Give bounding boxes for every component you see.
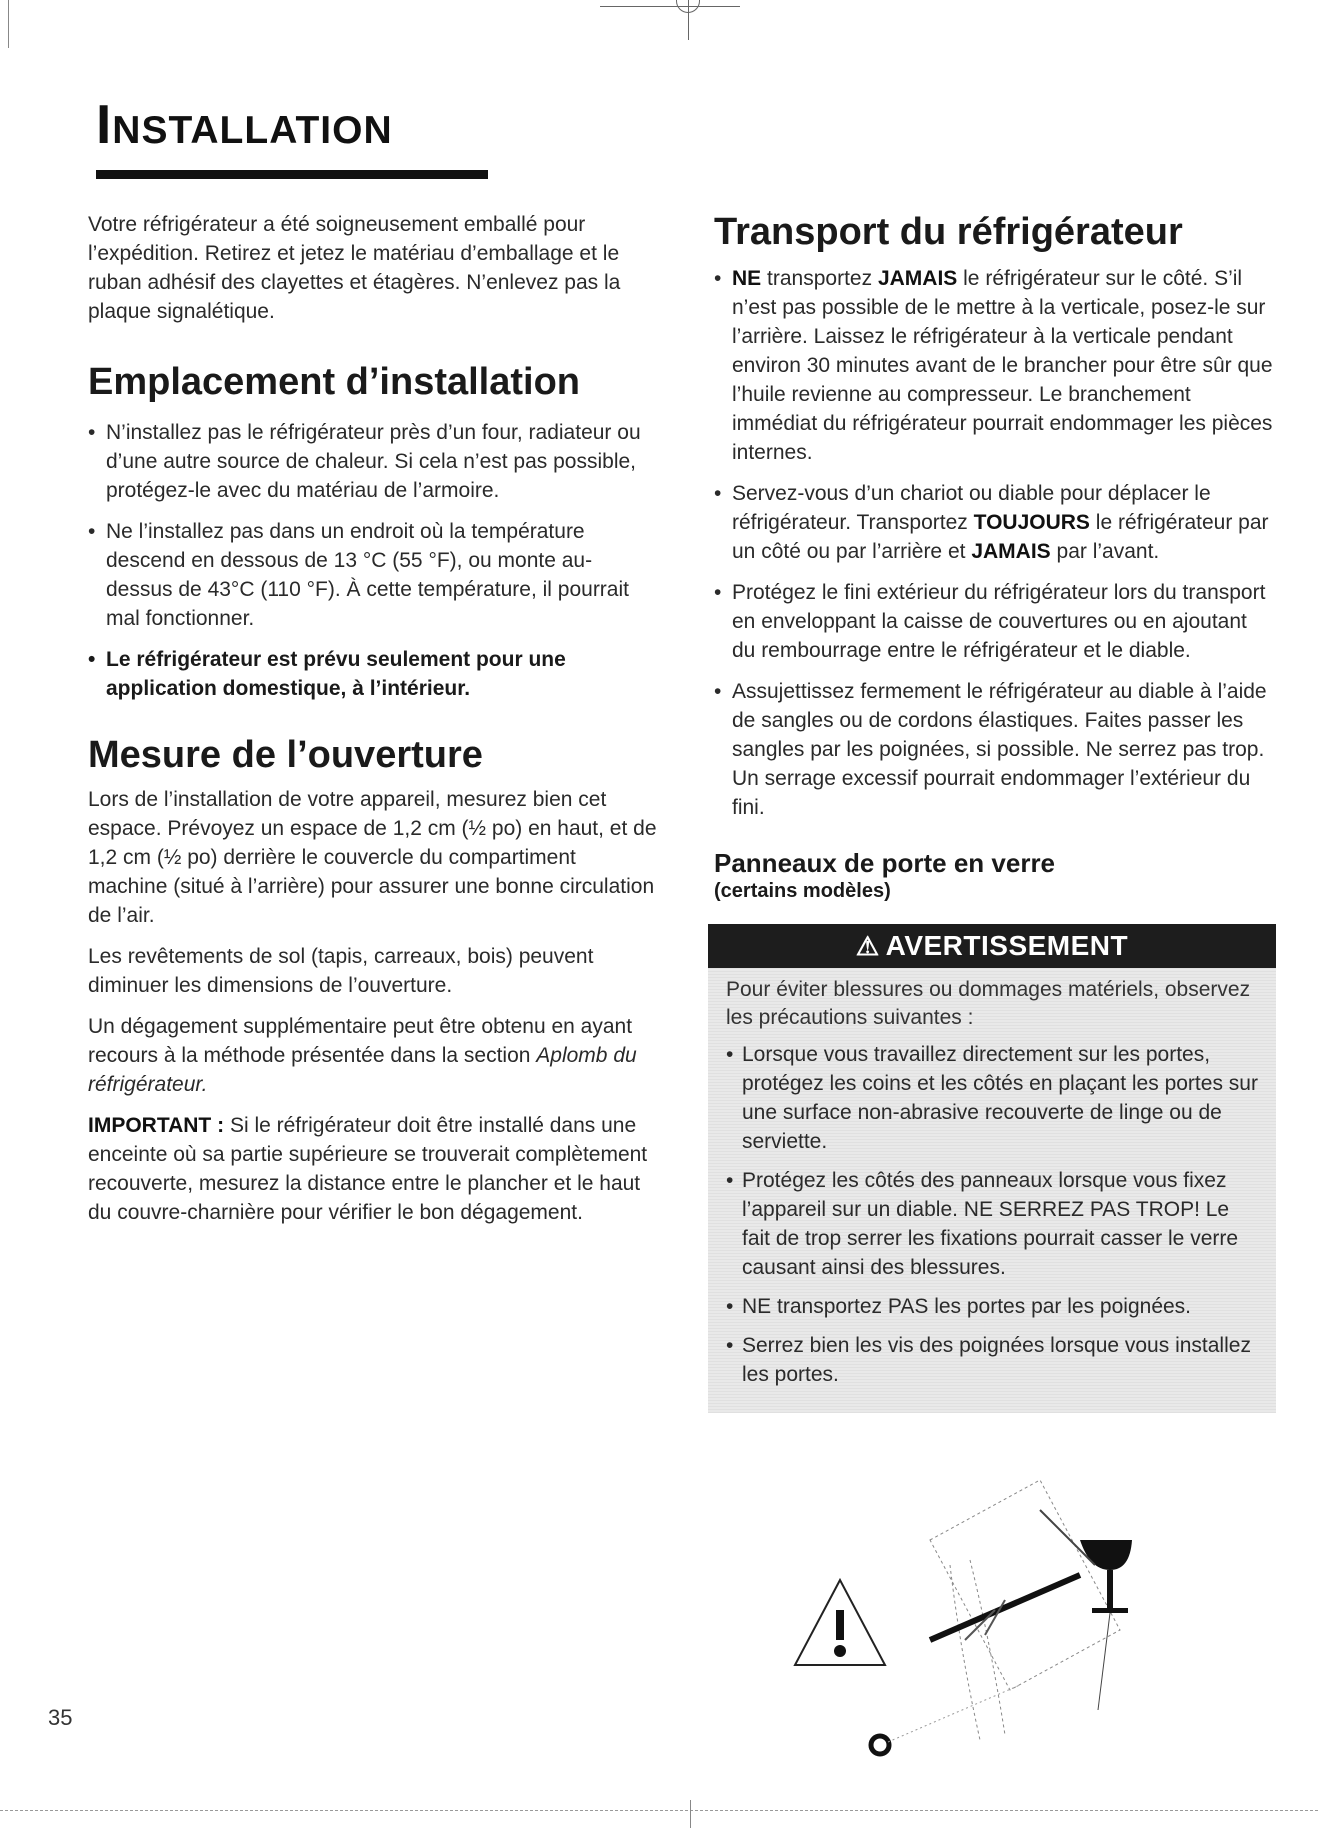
- registration-mark: [600, 0, 740, 40]
- section-heading-emplacement: Emplacement d’installation: [88, 361, 580, 403]
- page-title: Installation: [96, 93, 393, 155]
- crop-mark-bottom: [690, 1800, 691, 1828]
- list-item: • Lorsque vous travaillez directement sur les portes, protégez les coins et les côtés en plaçant les portes sur une surface non-abrasive recouverte de linge ou de serviette.: [726, 1040, 1258, 1156]
- caution-triangle-icon: [795, 1580, 885, 1665]
- emphasis-toujours: TOUJOURS: [973, 511, 1090, 534]
- mesure-paragraph-1: Lors de l’installation de votre appareil, mesurez bien cet espace. Prévoyez un espace de 1,2 cm (½ po) en haut, et de 1,2 cm (½ po) derrière le couvercle du compartiment machine (situé à l’arrière) pour assurer une bonne circulation de l’air.: [88, 788, 657, 927]
- important-text: Si le réfrigérateur doit être installé dans une enceinte où sa partie supérieure se trouverait complètement recouverte, mesurez la distance entre le plancher et le haut du couvre-charnière pour vérifier le bon dégagement.: [88, 1114, 648, 1224]
- transport-list: [714, 264, 1274, 822]
- list-item: • Serrez bien les vis des poignées lorsque vous installez les portes.: [726, 1331, 1258, 1389]
- list-item: • Ne l’installez pas dans un endroit où la température descend en dessous de 13 °C (55 °F), ou monte au-dessus de 43°C (110 °F). À cette température, il pourrait mal fonctionner.: [88, 517, 658, 633]
- text-span: transportez: [767, 267, 873, 290]
- crop-mark-left: [8, 0, 9, 48]
- warning-header: [708, 924, 1276, 968]
- emphasis-ne: NE: [732, 267, 762, 290]
- important-paragraph: [88, 1111, 658, 1227]
- fragile-glass-door-illustration: [780, 1470, 1200, 1760]
- dolly-wheel-icon: [871, 1685, 1020, 1754]
- cross-reference: Aplomb du réfrigérateur.: [88, 1044, 637, 1096]
- glass-panel-icon: [930, 1480, 1120, 1740]
- text-span: le réfrigérateur par un côté ou par l’arrière et: [732, 511, 1269, 563]
- list-item: • Protégez le fini extérieur du réfrigérateur lors du transport en enveloppant la caisse de couvertures ou en ajoutant du rembourrage entre le réfrigérateur et le diable.: [714, 578, 1274, 665]
- crop-line-bottom: [0, 1810, 1318, 1811]
- section-heading-panneaux: Panneaux de porte en verre: [714, 848, 1056, 878]
- left-column: [88, 210, 658, 1239]
- intro-paragraph: Votre réfrigérateur a été soigneusement emballé pour l’expédition. Retirez et jetez le matériau d’emballage et le ruban adhésif des clayettes et étagères. N’enlevez pas la plaque signalétique.: [88, 213, 621, 323]
- list-item: [714, 479, 1274, 566]
- warning-body: [708, 968, 1276, 1413]
- section-heading-mesure: Mesure de l’ouverture: [88, 734, 483, 776]
- section-heading-transport: Transport du réfrigérateur: [714, 211, 1183, 253]
- right-column: [714, 210, 1274, 1413]
- emphasis-jamais: JAMAIS: [971, 540, 1051, 563]
- text-span: le réfrigérateur sur le côté. S’il n’est pas possible de le mettre à la verticale, posez-le sur l’arrière. Laissez le réfrigérateur à la verticale pendant environ 30 minutes avant de le brancher pour être sûr que l’huile revienne au compresseur. Le branchement immédiat du réfrigérateur pourrait endommager les pièces internes.: [732, 267, 1273, 464]
- list-item: • N’installez pas le réfrigérateur près d’un four, radiateur ou d’une autre source de chaleur. Si cela n’est pas possible, protégez-le avec du matériau de l’armoire.: [88, 418, 658, 505]
- warning-title: AVERTISSEMENT: [885, 930, 1129, 961]
- title-underline: [96, 170, 488, 179]
- wine-glass-icon: [1040, 1510, 1132, 1710]
- text-span: Servez-vous d’un chariot ou diable pour déplacer le réfrigérateur. Transportez: [732, 482, 1211, 534]
- mesure-paragraph-3: [88, 1012, 658, 1099]
- emphasis-jamais: JAMAIS: [877, 267, 958, 290]
- list-item: [714, 264, 1274, 467]
- list-item-bold: • Le réfrigérateur est prévu seulement pour une application domestique, à l’intérieur.: [88, 645, 658, 703]
- emplacement-list: [88, 418, 658, 703]
- list-item: • NE transportez PAS les portes par les poignées.: [726, 1292, 1258, 1321]
- warning-list: [726, 1040, 1258, 1389]
- warning-icon: ⚠: [855, 931, 880, 961]
- warning-box: [708, 924, 1276, 1413]
- page-number: 35: [48, 1705, 73, 1730]
- text-span: par l’avant.: [1056, 540, 1160, 563]
- important-label: IMPORTANT :: [88, 1114, 225, 1137]
- list-item: • Assujettissez fermement le réfrigérateur au diable à l’aide de sangles ou de cordons élastiques. Faites passer les sangles par les poignées, si possible. Ne serrez pas trop. Un serrage excessif pourrait endommager l’extérieur du fini.: [714, 677, 1274, 822]
- list-item: • Protégez les côtés des panneaux lorsque vous fixez l’appareil sur un diable. NE SERREZ PAS TROP! Le fait de trop serrer les fixations pourrait casser le verre causant ainsi des blessures.: [726, 1166, 1258, 1282]
- mesure-paragraph-3-text: Un dégagement supplémentaire peut être obtenu en ayant recours à la méthode présentée dans la section: [88, 1015, 633, 1067]
- section-subheading: (certains modèles): [714, 880, 891, 902]
- warning-intro: Pour éviter blessures ou dommages matériels, observez les précautions suivantes :: [726, 978, 1251, 1029]
- mesure-paragraph-2: Les revêtements de sol (tapis, carreaux, bois) peuvent diminuer les dimensions de l’ouverture.: [88, 945, 594, 997]
